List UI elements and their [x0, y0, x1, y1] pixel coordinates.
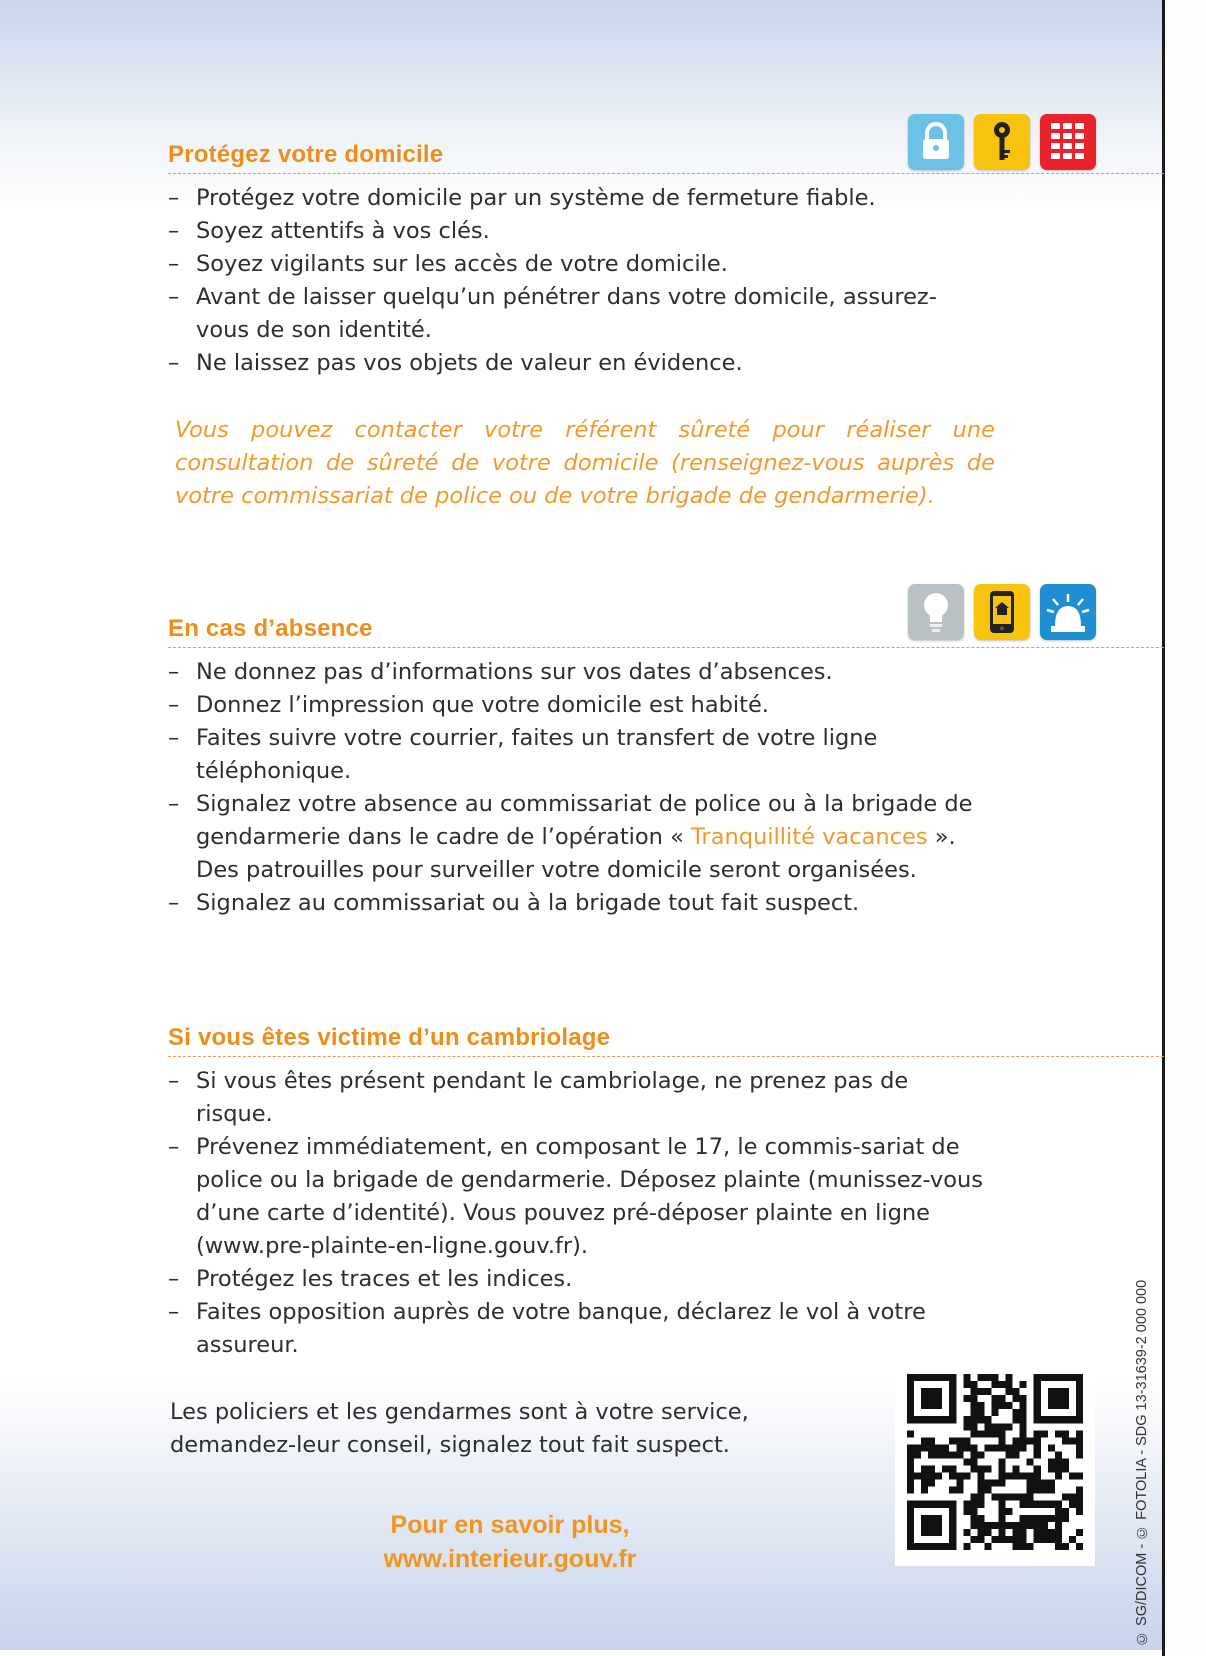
section-absence-title: En cas d’absence [168, 615, 373, 642]
cambriolage-list [168, 1065, 988, 1362]
section-cambriolage-header [168, 1024, 1164, 1057]
closing-text: Les policiers et les gendarmes sont à votre service, demandez-leur conseil, signalez tout fait suspect. [170, 1399, 749, 1458]
more-info-link[interactable]: www.interieur.gouv.fr [383, 1545, 637, 1573]
list-item: – Soyez attentifs à vos clés. [168, 215, 988, 248]
more-info [330, 1508, 690, 1576]
tranquillite-vacances-highlight: Tranquillité vacances [691, 824, 928, 850]
list-item: – Avant de laisser quelqu’un pénétrer dans votre domicile, assurez-vous de son identité. [168, 281, 988, 347]
referent-note: Vous pouvez contacter votre référent sûreté pour réaliser une consultation de sûreté de votre domicile (renseignez-vous auprès de votre commissariat de police ou de votre brigade de gendarmerie). [175, 417, 995, 509]
qr-code [895, 1358, 1095, 1566]
list-item [168, 788, 988, 887]
list-item: – Faites suivre votre courrier, faites un transfert de votre ligne téléphonique. [168, 722, 988, 788]
section-absence-header [168, 615, 1164, 648]
list-item: – Donnez l’impression que votre domicile est habité. [168, 689, 988, 722]
list-item: – Protégez votre domicile par un système de fermeture fiable. [168, 182, 988, 215]
section-domicile-title: Protégez votre domicile [168, 141, 444, 168]
absence-list [168, 656, 988, 920]
list-item: – Ne donnez pas d’informations sur vos dates d’absences. [168, 656, 988, 689]
list-item: – Protégez les traces et les indices. [168, 1263, 988, 1296]
qr-code-image [907, 1374, 1083, 1550]
list-item: – Signalez au commissariat ou à la brigade tout fait suspect. [168, 887, 988, 920]
more-info-label: Pour en savoir plus, [390, 1511, 630, 1539]
section-domicile-header [168, 141, 1164, 174]
list-item: – Prévenez immédiatement, en composant le 17, le commis-sariat de police ou la brigade de gendarmerie. Déposez plainte (munissez-vous d’une carte d’identité). Vous pouvez pré-déposer plainte en ligne (www.pre-plainte-en-ligne.gouv.fr). [168, 1131, 988, 1263]
domicile-list [168, 182, 988, 380]
list-item-text: Signalez votre absence au commissariat de police ou à la brigade de gendarmerie dans le cadre de l’opération « [196, 791, 973, 850]
credit-line: © SG/DICOM - © FOTOLIA - SDG 13-31639-2 000 000 [1134, 1279, 1150, 1646]
scan-edge [1162, 0, 1206, 1656]
section-cambriolage-title: Si vous êtes victime d’un cambriolage [168, 1024, 611, 1051]
list-item: – Soyez vigilants sur les accès de votre domicile. [168, 248, 988, 281]
list-item: – Ne laissez pas vos objets de valeur en évidence. [168, 347, 988, 380]
list-item: – Si vous êtes présent pendant le cambriolage, ne prenez pas de risque. [168, 1065, 988, 1131]
list-item: – Faites opposition auprès de votre banque, déclarez le vol à votre assureur. [168, 1296, 988, 1362]
list-item-text: ». Des patrouilles pour surveiller votre domicile seront organisées. [196, 824, 956, 883]
